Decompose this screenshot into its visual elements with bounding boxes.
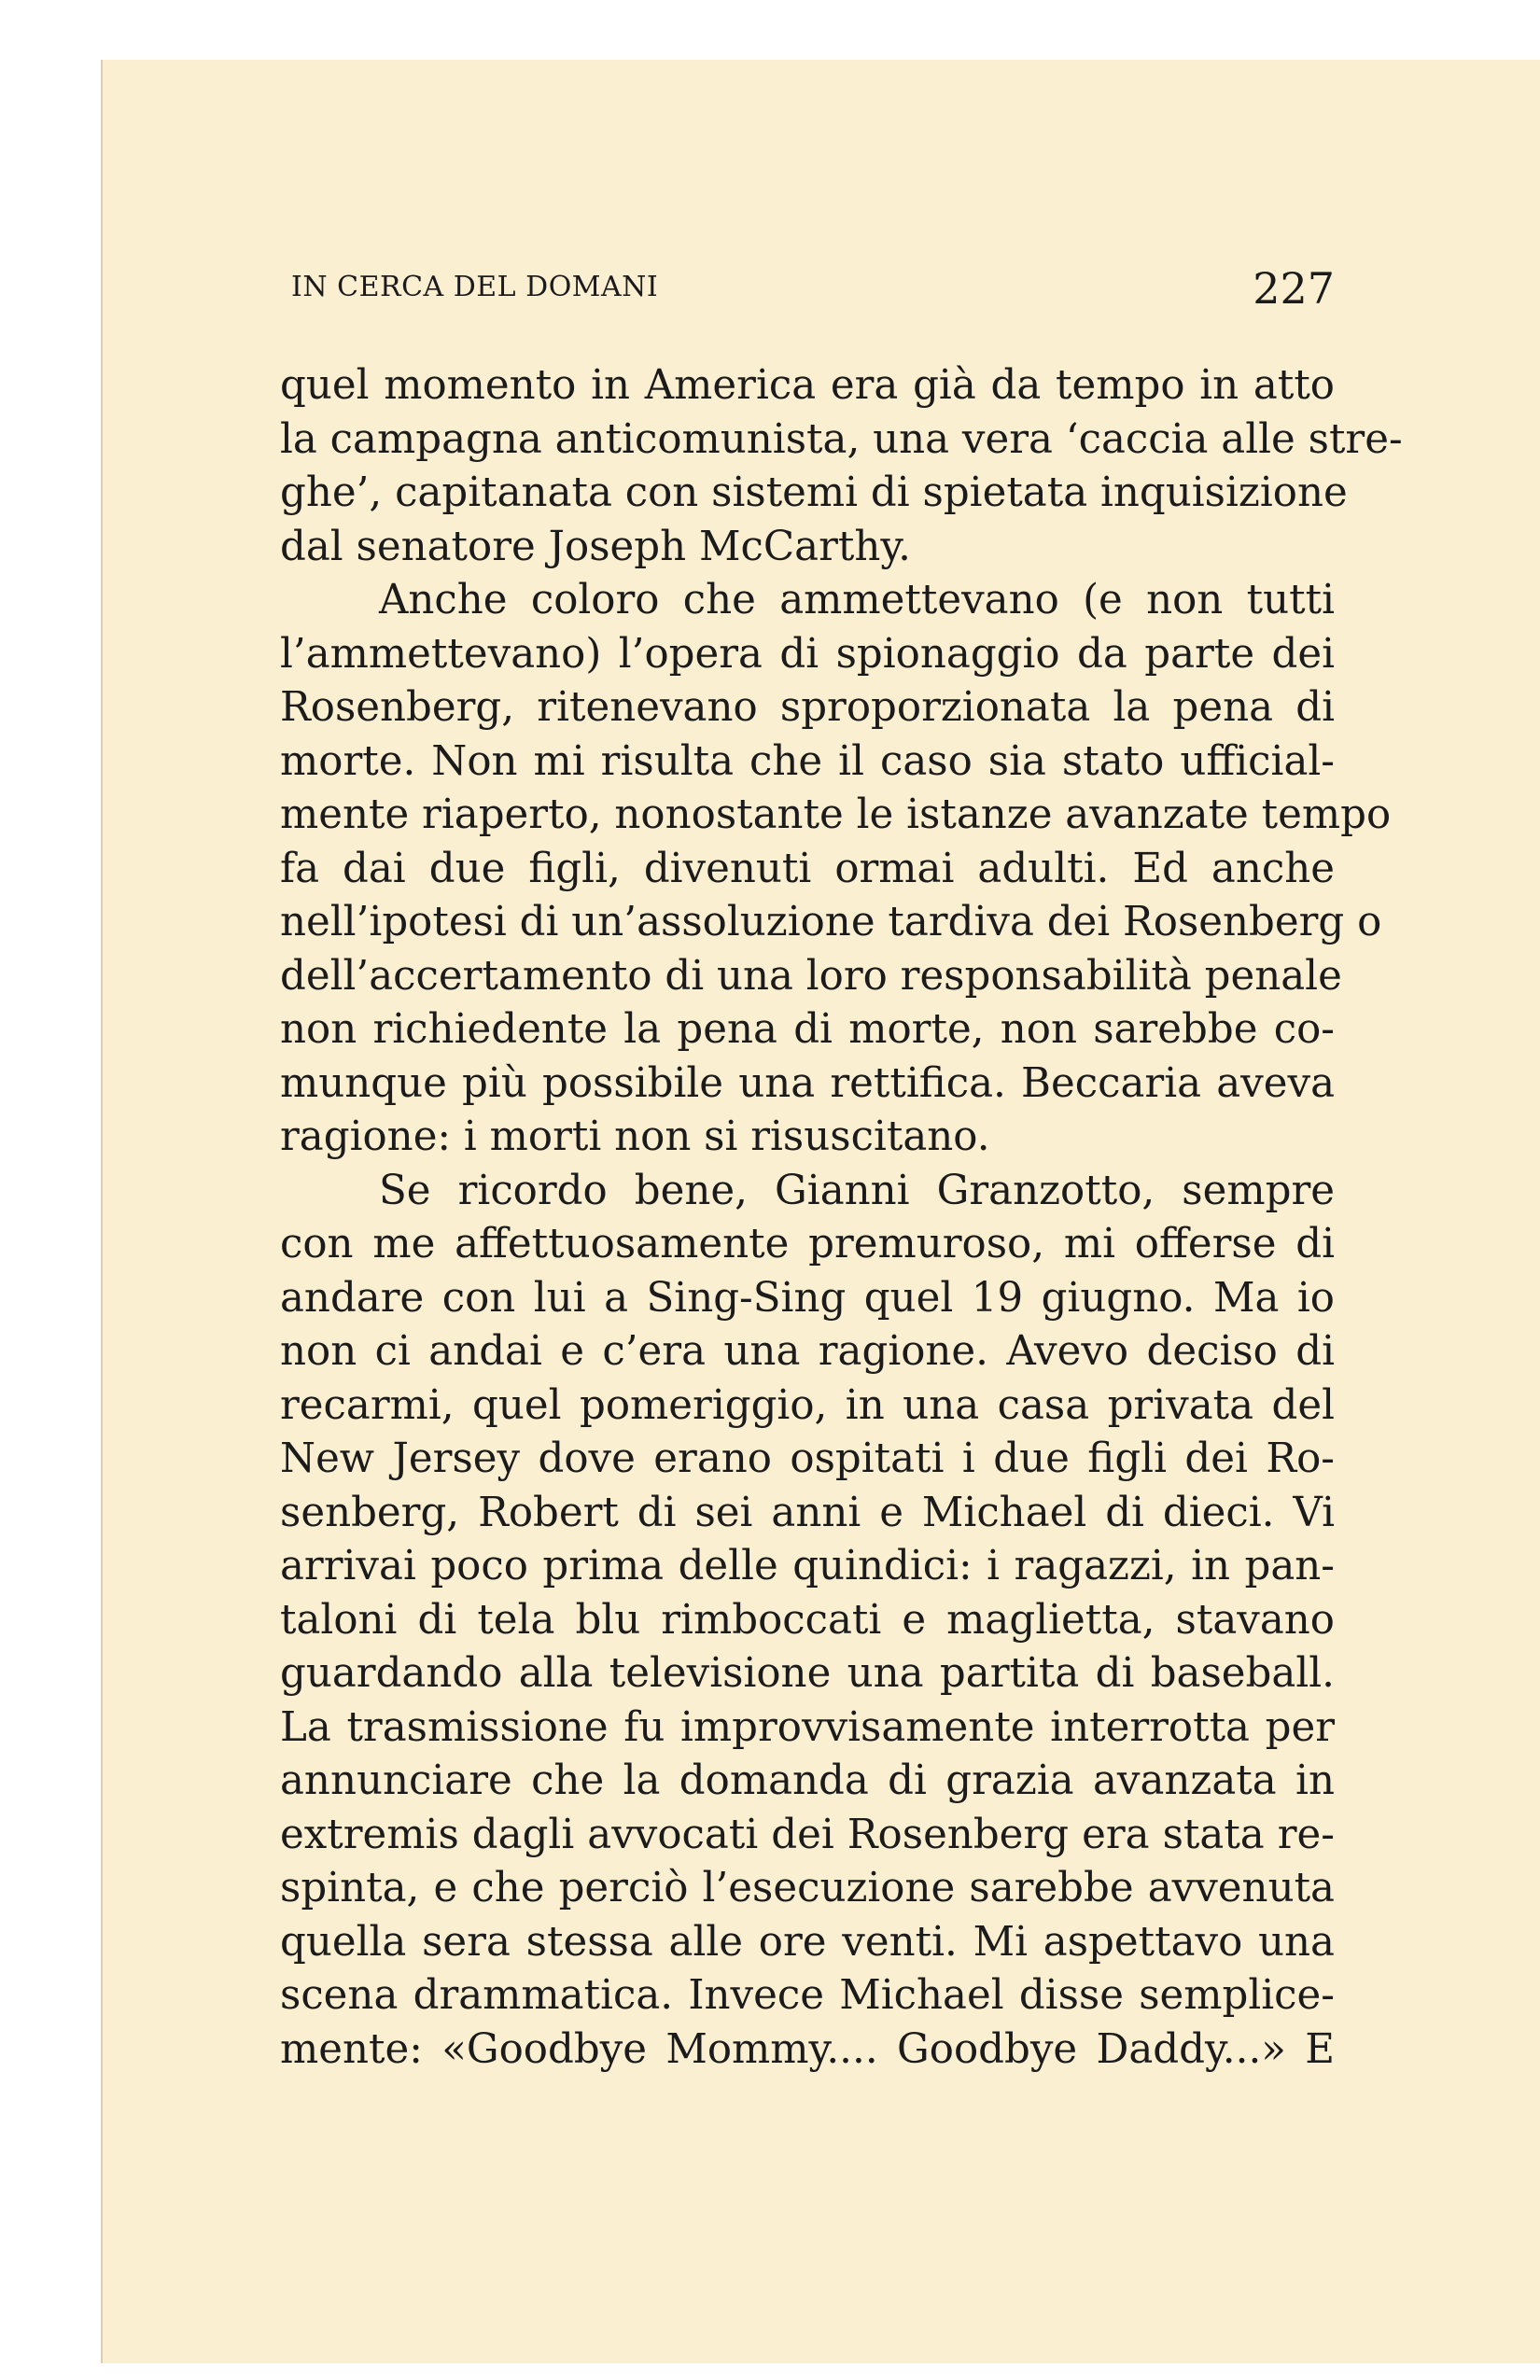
text-line: dal senatore Joseph McCarthy. <box>280 523 911 570</box>
text-line: scena drammatica. Invece Michael disse semplice- <box>280 1972 1335 2019</box>
text-line: quel momento in America era già da tempo in atto <box>280 362 1335 409</box>
text-line: andare con lui a Sing-Sing quel 19 giugno. Ma io <box>280 1274 1335 1322</box>
text-line: morte. Non mi risulta che il caso sia stato ufficial- <box>280 737 1335 785</box>
text-line: recarmi, quel pomeriggio, in una casa privata del <box>280 1381 1335 1429</box>
text-line: senberg, Robert di sei anni e Michael di dieci. Vi <box>280 1489 1335 1536</box>
text-line: con me affettuosamente premuroso, mi offerse di <box>280 1221 1335 1267</box>
running-title: IN CERCA DEL DOMANI <box>291 271 659 303</box>
running-head <box>289 263 1335 319</box>
text-line: mente: «Goodbye Mommy.... Goodbye Daddy...» E <box>280 2025 1335 2073</box>
body-text <box>280 359 1403 2077</box>
text-line: Se ricordo bene, Gianni Granzotto, sempre <box>379 1167 1335 1214</box>
page-number: 227 <box>1253 263 1335 314</box>
text-line: New Jersey dove erano ospitati i due figli dei Ro- <box>280 1435 1335 1482</box>
text-line: ghe’, capitanata con sistemi di spietata inquisizione <box>280 469 1348 516</box>
text-line: non richiedente la pena di morte, non sarebbe co- <box>280 1006 1335 1053</box>
text-line: arrivai poco prima delle quindici: i ragazzi, in pan- <box>280 1543 1335 1589</box>
text-line: La trasmissione fu improvvisamente interrotta per <box>280 1703 1335 1751</box>
text-line: extremis dagli avvocati dei Rosenberg era stata re- <box>280 1811 1335 1858</box>
text-line: quella sera stessa alle ore venti. Mi aspettavo una <box>280 1918 1335 1966</box>
text-line: spinta, e che perciò l’esecuzione sarebbe avvenuta <box>280 1865 1335 1911</box>
text-line: fa dai due figli, divenuti ormai adulti. Ed anche <box>280 845 1335 892</box>
text-line: annunciare che la domanda di grazia avanzata in <box>280 1757 1335 1804</box>
text-line: munque più possibile una rettifica. Beccaria aveva <box>280 1059 1335 1107</box>
text-line: Rosenberg, ritenevano sproporzionata la pena di <box>280 684 1335 731</box>
text-line: ragione: i morti non si risuscitano. <box>280 1113 990 1160</box>
text-line: mente riaperto, nonostante le istanze avanzate tempo <box>280 791 1392 838</box>
text-line: Anche coloro che ammettevano (e non tutti <box>379 577 1335 623</box>
text-line: nell’ipotesi di un’assoluzione tardiva dei Rosenberg o <box>280 899 1382 945</box>
text-line: l’ammettevano) l’opera di spionaggio da parte dei <box>280 630 1335 678</box>
text-line: la campagna anticomunista, una vera ‘caccia alle stre- <box>280 415 1403 463</box>
text-line: dell’accertamento di una loro responsabilità penale <box>280 952 1342 1000</box>
text-line: non ci andai e c’era una ragione. Avevo deciso di <box>280 1328 1335 1375</box>
text-line: taloni di tela blu rimboccati e maglietta, stavano <box>280 1596 1335 1644</box>
text-line: guardando alla televisione una partita di baseball. <box>280 1650 1335 1697</box>
